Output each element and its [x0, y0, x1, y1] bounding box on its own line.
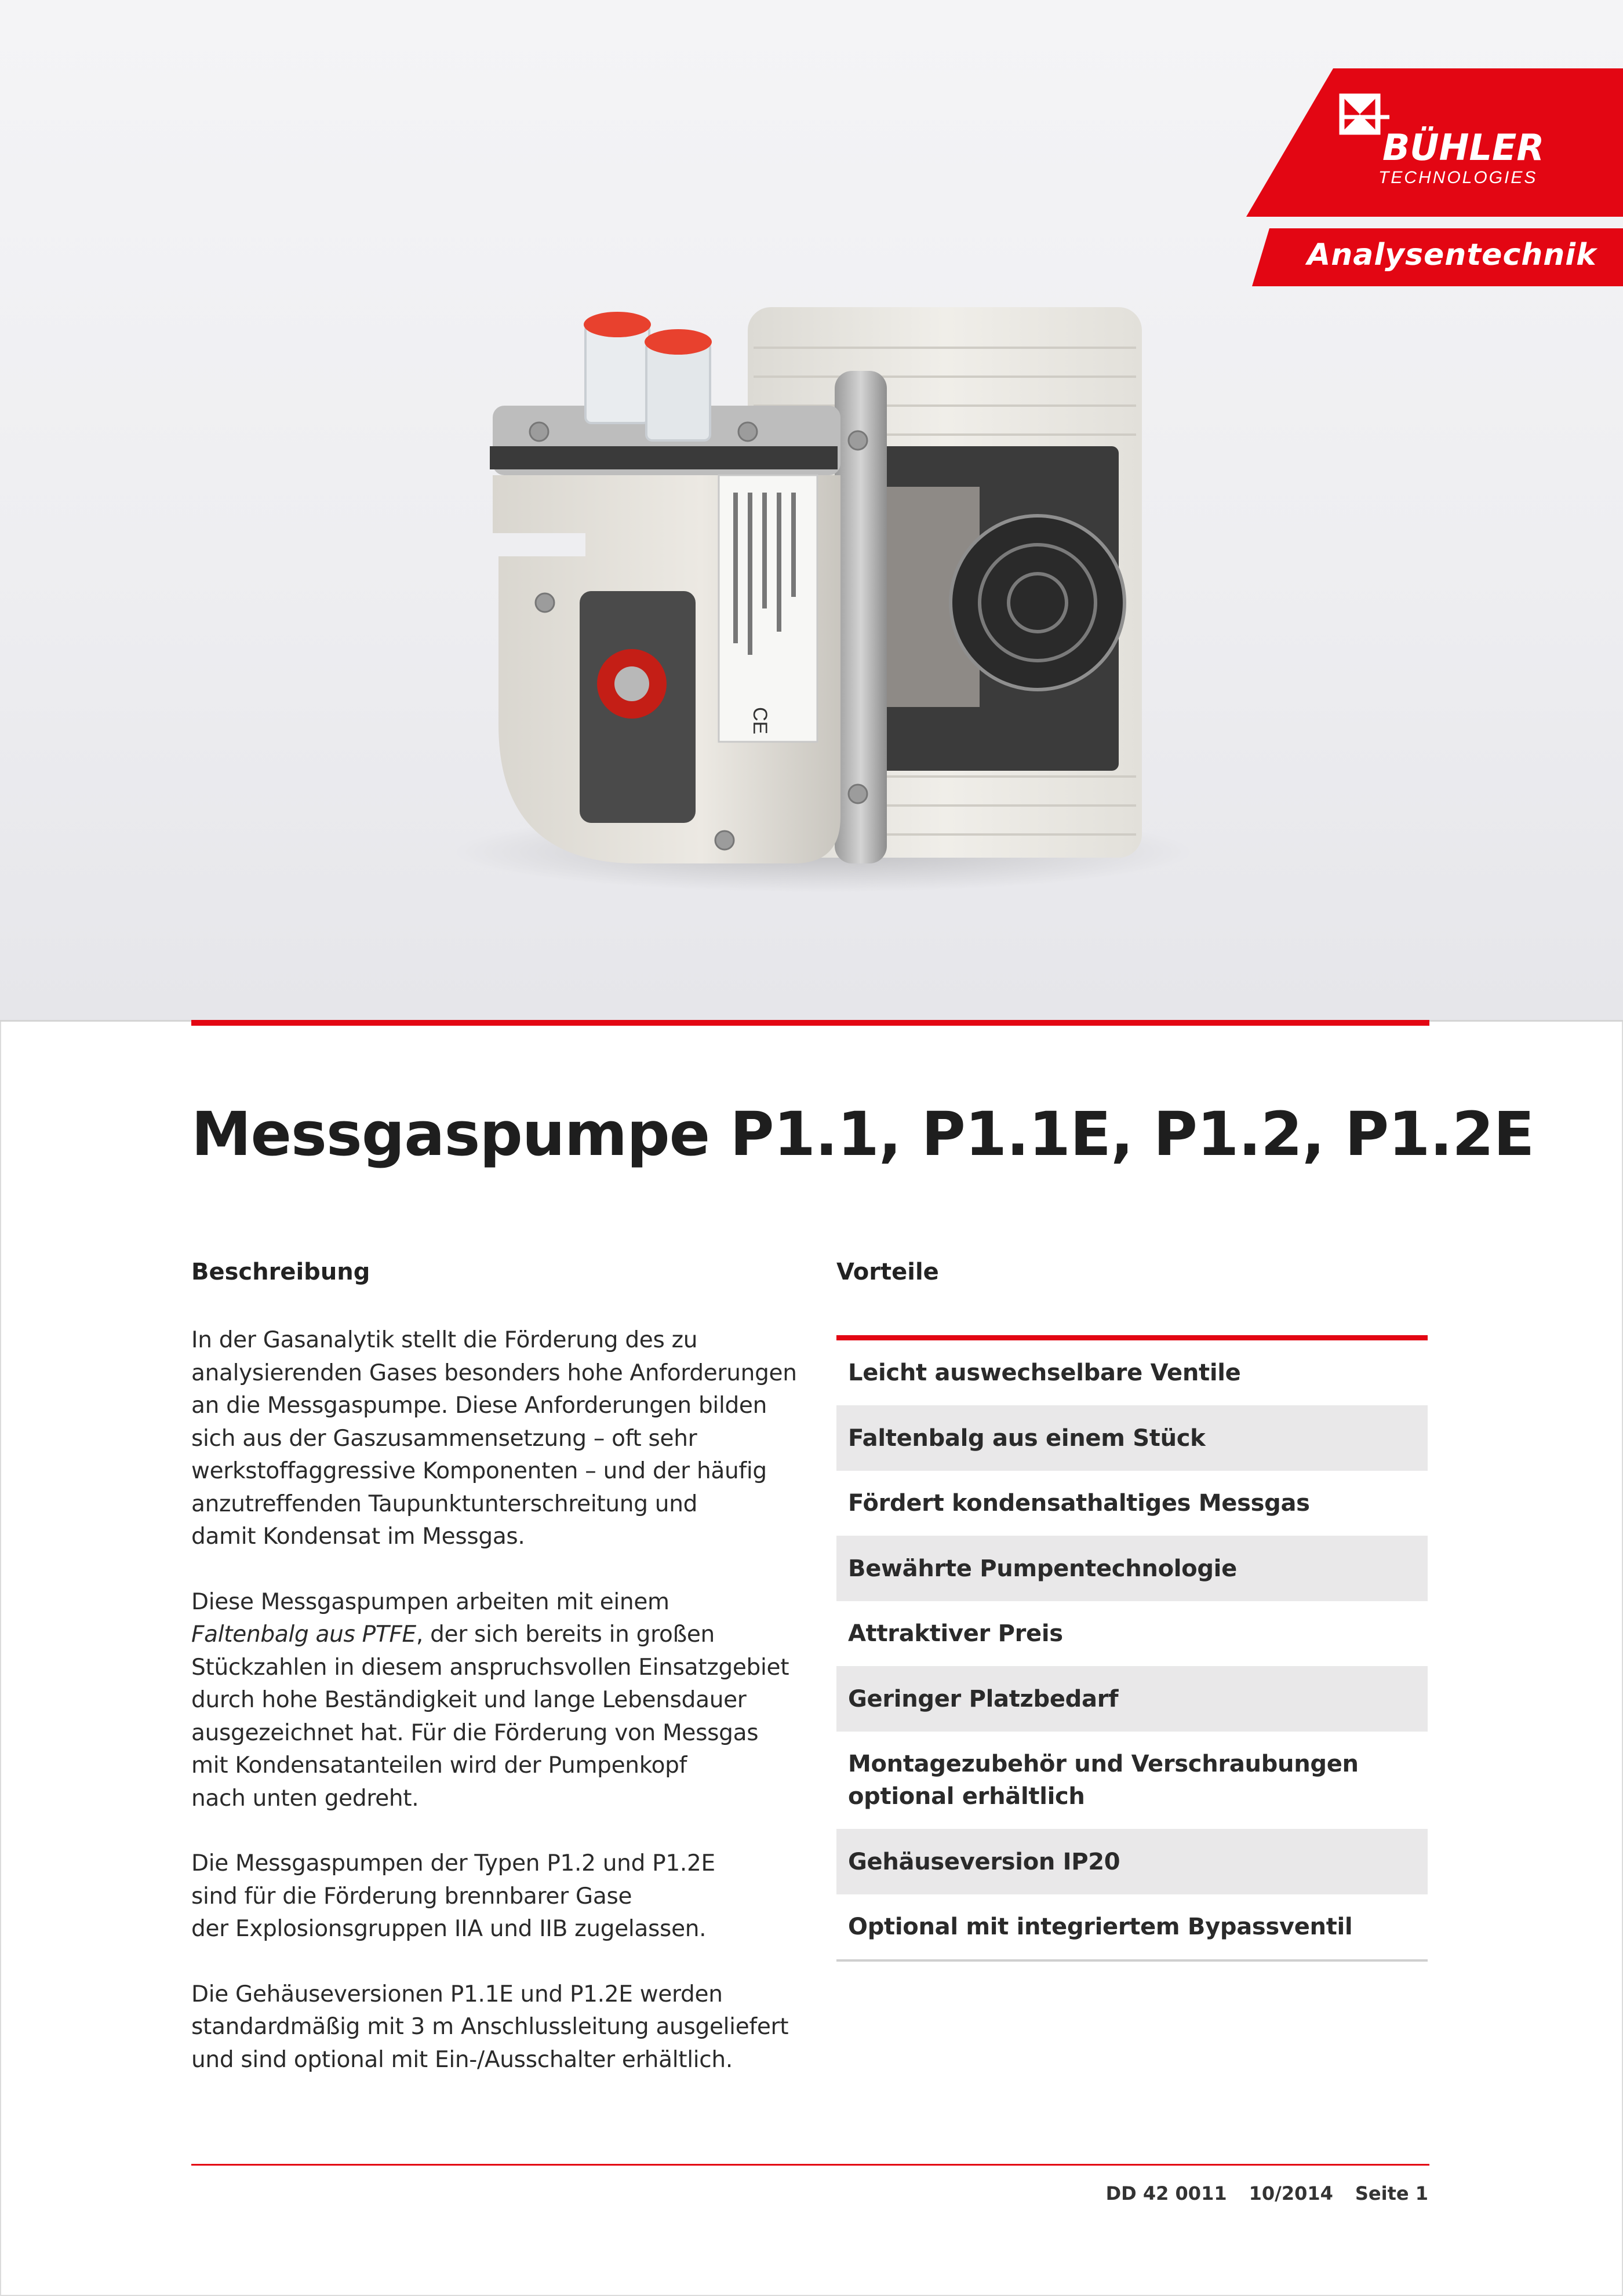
text-line: Die Gehäuseversionen P1.1E und P1.2E werden: [191, 1981, 723, 2007]
text-line: an die Messgaspumpe. Diese Anforderungen bilden: [191, 1393, 767, 1419]
text-line: In der Gasanalytik stellt die Förderung des zu: [191, 1327, 698, 1353]
advantage-label: Gehäuseversion IP20: [848, 1848, 1120, 1875]
advantage-item: [836, 1340, 1428, 1405]
advantage-item: [836, 1666, 1428, 1732]
text-line: und sind optional mit Ein-/Ausschalter erhältlich.: [191, 2046, 733, 2073]
footer: [1106, 2182, 1428, 2204]
emphasis-ptfe: Faltenbalg aus PTFE: [191, 1621, 416, 1648]
advantage-label: optional erhältlich: [848, 1783, 1085, 1810]
text-line: sich aus der Gaszusammensetzung – oft sehr: [191, 1425, 697, 1452]
text-line: mit Kondensatanteilen wird der Pumpenkopf: [191, 1752, 687, 1779]
text-line: standardmäßig mit 3 m Anschlussleitung ausgeliefert: [191, 2014, 789, 2040]
footer-rule: [191, 2164, 1429, 2166]
advantage-item: [836, 1405, 1428, 1471]
description-paragraph-3: [191, 1847, 829, 1946]
text-fragment: , der sich bereits in großen: [416, 1621, 715, 1648]
logo-brand-sub: TECHNOLOGIES: [1378, 168, 1538, 187]
advantages-heading: Vorteile: [836, 1259, 939, 1285]
advantages-list: [836, 1340, 1428, 1962]
advantage-item: [836, 1732, 1428, 1829]
advantage-label: Geringer Platzbedarf: [848, 1685, 1119, 1712]
advantage-label: Attraktiver Preis: [848, 1620, 1063, 1647]
text-line: damit Kondensat im Messgas.: [191, 1524, 525, 1550]
advantage-label: Fördert kondensathaltiges Messgas: [848, 1490, 1310, 1517]
title-rule: [191, 1020, 1429, 1026]
text-line: sind für die Förderung brennbarer Gase: [191, 1883, 632, 1909]
advantages-bottom-rule: [836, 1959, 1428, 1962]
description-paragraph-4: [191, 1978, 829, 2077]
text-line: Diese Messgaspumpen arbeiten mit einem: [191, 1588, 669, 1615]
text-line: nach unten gedreht.: [191, 1785, 419, 1812]
advantage-item: [836, 1829, 1428, 1894]
logo-brand-name: BÜHLER: [1382, 126, 1545, 169]
description-paragraph-2: [191, 1586, 829, 1816]
advantage-item: [836, 1601, 1428, 1666]
svg-text:CE: CE: [749, 707, 771, 735]
text-line: Die Messgaspumpen der Typen P1.2 und P1.2E: [191, 1850, 715, 1876]
text-line: ausgezeichnet hat. Für die Förderung von Messgas: [191, 1719, 759, 1746]
page-number: Seite 1: [1355, 2182, 1428, 2204]
text-line: [191, 1619, 829, 1652]
advantage-item: [836, 1471, 1428, 1536]
text-line: Stückzahlen in diesem anspruchsvollen Einsatzgebiet: [191, 1654, 789, 1681]
text-line: durch hohe Beständigkeit und lange Lebensdauer: [191, 1687, 747, 1713]
advantage-label: Faltenbalg aus einem Stück: [848, 1424, 1206, 1452]
description-body: [191, 1324, 829, 2109]
advantage-item: [836, 1536, 1428, 1601]
text-line: anzutreffenden Taupunktunterschreitung und: [191, 1490, 698, 1517]
buehler-logo: [1246, 68, 1623, 217]
page-title: Messgaspumpe P1.1, P1.1E, P1.2, P1.2E: [191, 1099, 1534, 1169]
advantage-label: Bewährte Pumpentechnologie: [848, 1555, 1237, 1582]
advantages-rule: [836, 1335, 1428, 1340]
text-line: analysierenden Gases besonders hohe Anforderungen: [191, 1360, 797, 1386]
advantage-label: Optional mit integriertem Bypassventil: [848, 1914, 1353, 1940]
text-line: der Explosionsgruppen IIA und IIB zugelassen.: [191, 1916, 707, 1942]
advantage-label: Leicht auswechselbare Ventile: [848, 1360, 1241, 1386]
doc-date: 10/2014: [1249, 2182, 1333, 2204]
advantage-item: [836, 1894, 1428, 1959]
advantage-label: Montagezubehör und Verschraubungen: [848, 1751, 1359, 1777]
description-heading: Beschreibung: [191, 1259, 370, 1285]
doc-number: DD 42 0011: [1105, 2182, 1227, 2204]
description-paragraph-1: [191, 1324, 829, 1554]
tagline: Analysentechnik: [1307, 238, 1597, 272]
text-line: werkstoffaggressive Komponenten – und der häufig: [191, 1458, 767, 1484]
